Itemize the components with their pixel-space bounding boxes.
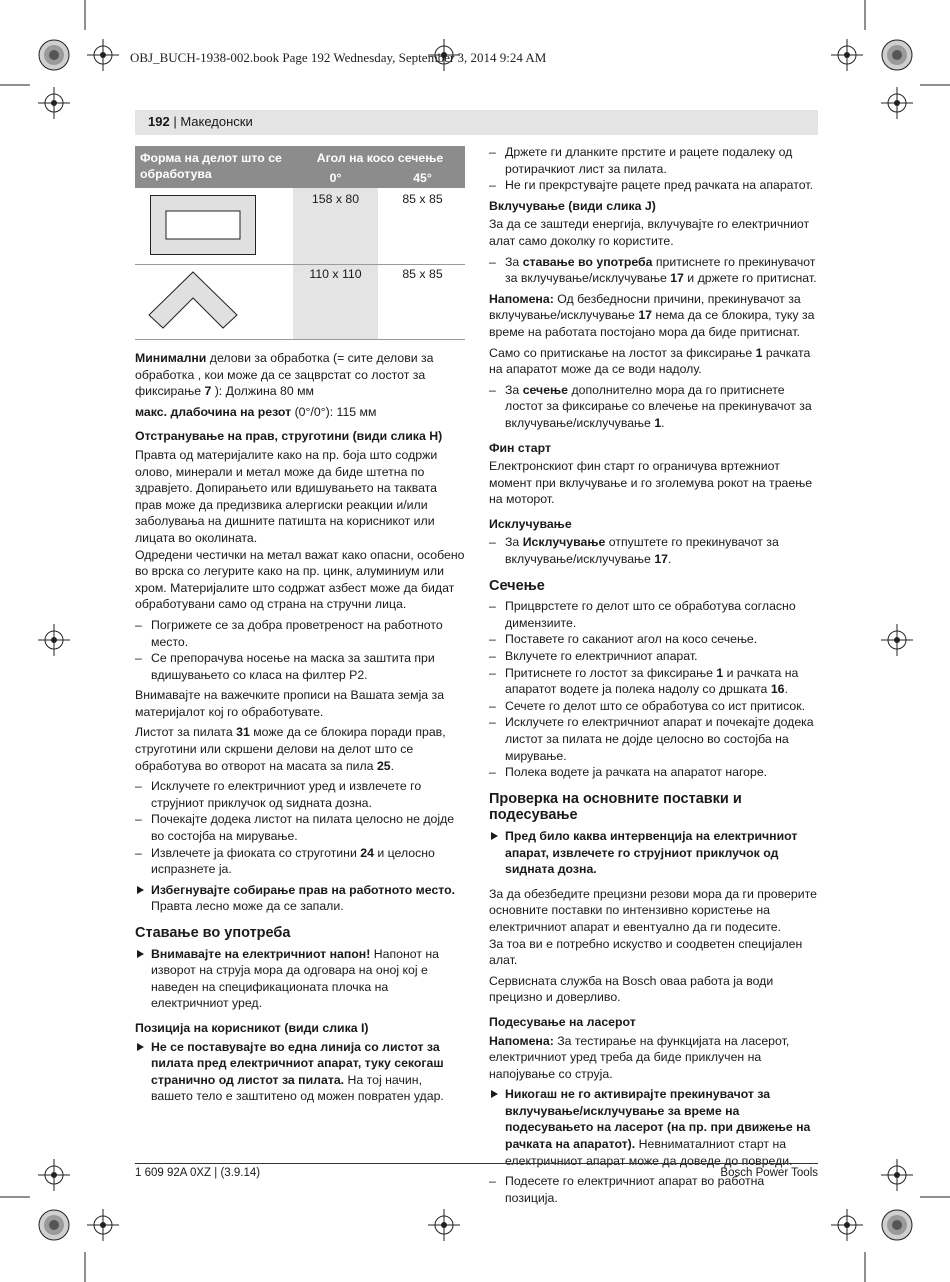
page-number: 192 — [148, 114, 170, 129]
unplug-warning: Пред било каква интервенција на електричниот апарат, извлечете го струјниот приклучок од ѕидната дозна. — [489, 828, 819, 878]
list-item: – Извлечете ја фиоката со струготини 24 и целосно испразнете ја. — [135, 845, 465, 878]
list-item: – Погрижете се за добра проветреност на работното место. — [135, 617, 465, 650]
list-item: – За сечење дополнително мора да го притиснете лостот за фиксирање со влечење на прекинувачот за вклучување/исклучување 1. — [489, 382, 819, 432]
min-parts-paragraph: Минимални делови за обработка (= сите делови за обработка , кои може да се зацврстат со лостот за фиксирање 7 ): Должина 80 мм — [135, 351, 434, 399]
voltage-warning: Внимавајте на електричниот напон! Напонот на изворот на струја мора да одговара на оној кој е наведен на спецификационата плочка на електричниот уред. — [135, 946, 465, 1012]
list-item: – Вклучете го електричниот апарат. — [489, 648, 819, 665]
lever-paragraph: Само со притискање на лостот за фиксирање 1 рачката на апаратот може да се води надолу. — [489, 345, 811, 377]
col-angle: Агол на косо сечење — [316, 151, 444, 165]
max-depth-paragraph: макс. длабочина на резот (0°/0°): 115 мм — [135, 404, 377, 419]
blade-paragraph: Листот за пилата 31 може да се блокира поради прав, струготини или скршени делови на делот што се обработува во отворот на масата за пила 25. — [135, 725, 446, 773]
softstart-heading: Фин старт — [489, 440, 551, 455]
dust-list — [135, 617, 465, 683]
row-divider — [135, 339, 465, 340]
col-workpiece-shape: Форма на делот што се обработува — [140, 151, 282, 181]
table-cell: 158 x 80 — [311, 192, 360, 206]
table-header — [135, 146, 465, 188]
list-item: – Подесете го електричниот апарат во работна позиција. — [489, 1173, 819, 1206]
list-item: – Исклучете го електричниот уред и извлечете го струјниот приклучок од ѕидната дозна. — [135, 778, 465, 811]
right-column — [489, 144, 819, 1210]
language-label: Македонски — [180, 114, 253, 129]
switch-on-list — [489, 254, 819, 287]
note-paragraph: Напомена: За тестирање на функцијата на ласерот, електричниот уред треба да биде приклучен на напојување со струја. — [489, 1033, 790, 1081]
left-column — [135, 350, 465, 1109]
table-cell: 85 x 85 — [402, 267, 443, 281]
list-item: – Почекајте додека листот на пилата целосно не дојде во состојба на мирување. — [135, 811, 465, 844]
warning-triangle-icon — [491, 832, 498, 840]
list-item: – За ставање во употреба притиснете го прекинувачот за вклучување/исклучување 17 и држете го притиснат. — [489, 254, 819, 287]
angle-workpiece-icon — [147, 270, 239, 330]
cut-capacity-table — [135, 146, 465, 340]
list-item: – Се препорачува носење на маска за заштита при вдишувањето со класа на филтер P2. — [135, 650, 465, 683]
list-item: – Притиснете го лостот за фиксирање 1 и рачката на апаратот водете ја полека надолу со дршката 16. — [489, 665, 819, 698]
dust-heading: Отстранување на прав, струготини (види слика H) — [135, 429, 443, 444]
footer-rule — [135, 1163, 818, 1164]
list-item: – Не ги прекрстувајте рацете пред рачката на апаратот. — [489, 177, 819, 194]
angle-45: 45° — [413, 171, 432, 185]
list-item: – За Исклучување отпуштете го прекинувачот за вклучување/исклучување 17. — [489, 534, 819, 567]
page-header: 192 | Македонски — [148, 114, 253, 129]
sawing-list — [489, 598, 819, 781]
list-item: – Држете ги дланките прстите и рацете подалеку од ротирачкиот лист за пилата. — [489, 144, 819, 177]
switch-on-heading: Вклучување (види слика J) — [489, 198, 656, 213]
table-cell: 85 x 85 — [402, 192, 443, 206]
service-paragraph: Сервисната служба на Bosch оваа работа ја води прецизно и доверливо. — [489, 973, 774, 1005]
list-item: – Исклучете го електричниот апарат и почекајте додека листот за пилата не дојде целосно во состојба на мирување. — [489, 714, 819, 764]
check-paragraph: За да обезбедите прецизни резови мора да ги проверите основните поставки по интензивно користење на електричниот апарат и евентуално да ги подесите. — [489, 886, 817, 934]
user-position-heading: Позиција на корисникот (види слика I) — [135, 1020, 369, 1035]
startup-heading: Ставање во употреба — [135, 925, 291, 941]
switch-off-list — [489, 534, 819, 567]
list-item: – Поставете го саканиот агол на косо сечење. — [489, 631, 819, 648]
dust-paragraph: Правта од материјалите како на пр. боја што содржи олово, минерали и метал може да биде штетна по здравјето. Допирањето или вдишувањето на таквата прав може да предизвика алергиски реакции и/или заболувања на дишните патишта на корисникот или лицата во околината. — [135, 447, 438, 545]
avoid-dust-warning: Избегнувајте собирање прав на работното место. Правта лесно може да се запали. — [135, 882, 465, 915]
softstart-paragraph: Електронскиот фин старт го ограничува вртежниот момент при вклучување и го зголемува рокот на траење на моторот. — [489, 459, 813, 507]
list-item: – Прицврстете го делот што се обработува согласно димензиите. — [489, 598, 819, 631]
warning-triangle-icon — [137, 1043, 144, 1051]
switch-off-heading: Исклучување — [489, 516, 572, 531]
switch-on-paragraph: За да се заштеди енергија, вклучувајте го електричниот алат само доколку го користите. — [489, 217, 810, 248]
blade-list — [135, 778, 465, 878]
sawing-heading: Сечење — [489, 577, 545, 594]
angle-0: 0° — [329, 171, 342, 185]
dust-paragraph: Одредени честички на метал важат како опасни, особено во врска со легурите како на пр. цинк, алуминиум или хром. Материјалите што содржат азбест може да бидат обработувани само од страна на стручни лица. — [135, 547, 465, 612]
print-line: OBJ_BUCH-1938-002.book Page 192 Wednesday, September 3, 2014 9:24 AM — [130, 50, 547, 65]
warning-triangle-icon — [137, 886, 144, 894]
footer-brand: Bosch Power Tools — [720, 1167, 818, 1179]
warning-triangle-icon — [137, 950, 144, 958]
footer-doc-number: 1 609 92A 0XZ | (3.9.14) — [135, 1167, 261, 1179]
rectangle-workpiece-icon — [150, 195, 256, 255]
row-divider — [135, 264, 465, 265]
user-position-warning: Не се поставувајте во една линија со листот за пилата пред електричниот апарат, туку секогаш странично од листот за пилата. На тој начин, вашето тело е заштитено од можен повратен удар. — [135, 1039, 465, 1105]
list-item: – Полека водете ја рачката на апаратот нагоре. — [489, 764, 819, 781]
list-item: – Сечете го делот што се обработува со ист притисок. — [489, 698, 819, 715]
hands-list — [489, 144, 819, 194]
check-paragraph: За тоа ви е потребно искуство и соодветен специјален алат. — [489, 936, 803, 968]
check-settings-heading: Проверка на основните поставки и подесување — [489, 790, 742, 824]
warning-triangle-icon — [491, 1090, 498, 1098]
table-cell: 110 x 110 — [309, 267, 362, 281]
laser-heading: Подесување на ласерот — [489, 1014, 636, 1029]
laser-warning: Никогаш не го активирајте прекинувачот за вклучување/исклучување за време на подесувањето на ласерот (на пр. при движење на рачката на апаратот). Невниматалниот старт на електричниот апарат може да доведе до повреди. — [489, 1086, 819, 1169]
note-paragraph: Напомена: Од безбедносни причини, прекинувачот за вклучување/исклучување 17 нема да се блокира, туку за време на работата постојано мора да биде притиснат. — [489, 291, 815, 339]
dust-paragraph: Внимавајте на важечките прописи на Вашата земја за материјалот кој го обработувате. — [135, 688, 445, 719]
cut-list — [489, 382, 819, 432]
